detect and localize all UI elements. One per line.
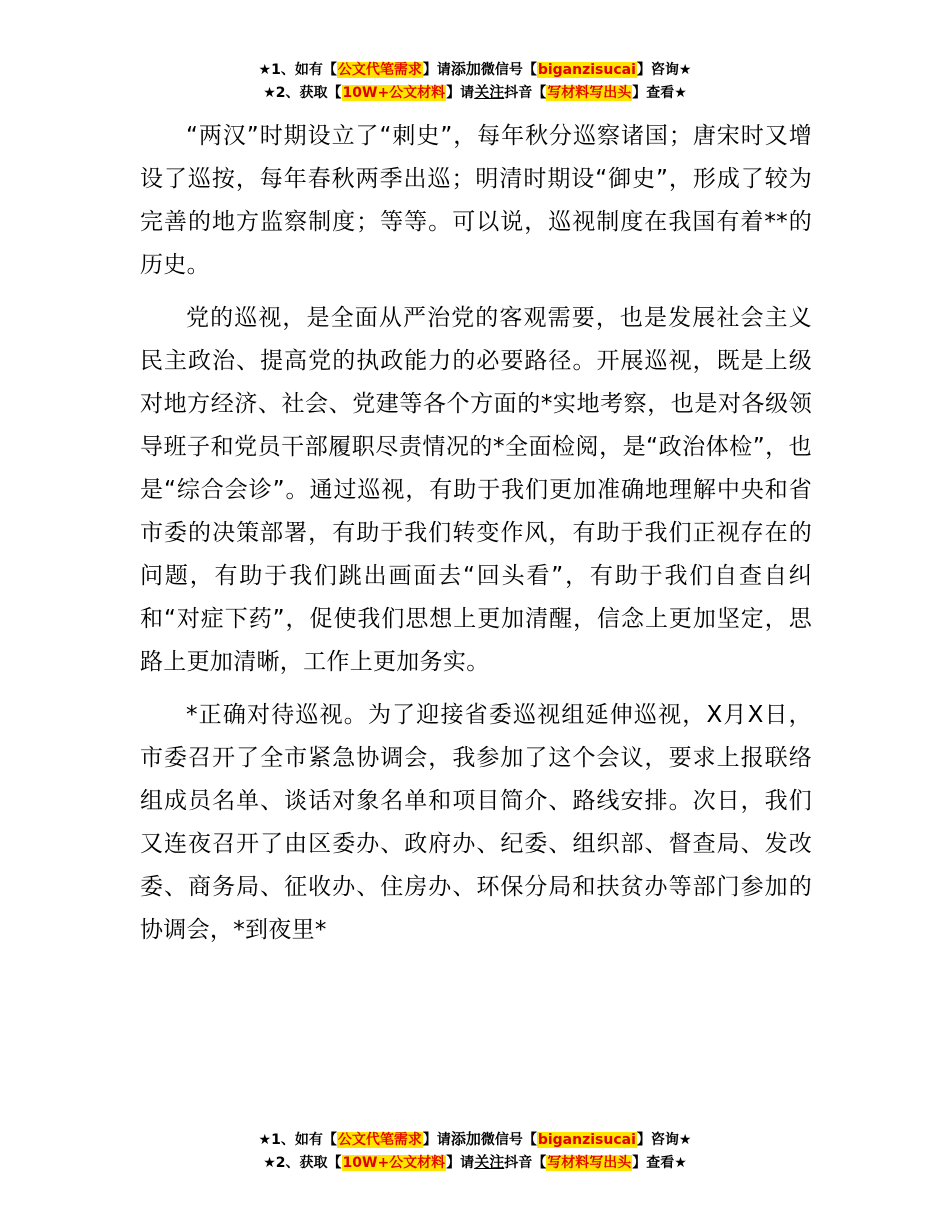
banner-highlight: 10W+公文材料 xyxy=(342,85,446,101)
banner-highlight-douyin: 写材料写出头 xyxy=(547,1155,632,1171)
banner-emphasis: 关注 xyxy=(474,83,505,101)
banner-highlight: 公文代笔需求 xyxy=(337,62,422,78)
banner-text: ★2、获取【 xyxy=(263,85,342,101)
banner-text: 】请 xyxy=(422,1132,451,1148)
banner-text: ★2、获取【 xyxy=(263,1155,342,1171)
banner-highlight: 公文代笔需求 xyxy=(337,1132,422,1148)
banner-text: 】咨询★ xyxy=(636,1132,692,1148)
banner-text: ★1、如有【 xyxy=(258,1132,337,1148)
banner-text: 】咨询★ xyxy=(636,62,692,78)
footer-banner-line-2 xyxy=(0,1151,950,1174)
footer-banner xyxy=(0,1128,950,1174)
banner-text: 抖音【 xyxy=(504,1155,547,1171)
banner-emphasis: 关注 xyxy=(474,1153,505,1171)
banner-emphasis: 添加 xyxy=(450,1130,481,1148)
banner-text: 微信号【 xyxy=(480,62,537,78)
banner-highlight-wechat-id: biganzisucai xyxy=(537,1132,636,1148)
body-paragraph-1: “两汉”时期设立了“刺史”，每年秋分巡察诸国；唐宋时又增设了巡按，每年春秋两季出巡；明清时期设“御史”，形成了较为完善的地方监察制度；等等。可以说，巡视制度在我国有着**的历史。 xyxy=(140,123,812,278)
banner-text: 】请 xyxy=(422,62,451,78)
document-body xyxy=(140,115,812,962)
header-banner-line-2 xyxy=(0,81,950,104)
body-paragraph-3: *正确对待巡视。为了迎接省委巡视组延伸巡视，X月X日，市委召开了全市紧急协调会，我参加了这个会议，要求上报联络组成员名单、谈话对象名单和项目简介、路线安排。次日，我们又连夜召开了由区委办、政府办、纪委、组织部、督查局、发改委、商务局、征收办、住房办、环保分局和扶贫办等部门参加的协调会，*到夜里* xyxy=(140,702,812,943)
body-paragraph-2: 党的巡视，是全面从严治党的客观需要，也是发展社会主义民主政治、提高党的执政能力的必要路径。开展巡视，既是上级对地方经济、社会、党建等各个方面的*实地考察，也是对各级领导班子和党员干部履职尽责情况的*全面检阅，是“政治体检”，也是“综合会诊”。通过巡视，有助于我们更加准确地理解中央和省市委的决策部署，有助于我们转变作风，有助于我们正视存在的问题，有助于我们跳出画面去“回头看”，有助于我们自查自纠和“对症下药”，促使我们思想上更加清醒，信念上更加坚定，思路上更加清晰，工作上更加务实。 xyxy=(140,305,812,675)
header-banner xyxy=(0,58,950,104)
banner-highlight: 10W+公文材料 xyxy=(342,1155,446,1171)
banner-text: 】请 xyxy=(446,85,475,101)
footer-banner-line-1 xyxy=(0,1128,950,1151)
banner-text: 抖音【 xyxy=(504,85,547,101)
header-banner-line-1 xyxy=(0,58,950,81)
banner-text: 】请 xyxy=(446,1155,475,1171)
banner-highlight-douyin: 写材料写出头 xyxy=(547,85,632,101)
banner-text: 微信号【 xyxy=(480,1132,537,1148)
banner-highlight-wechat-id: biganzisucai xyxy=(537,62,636,78)
banner-text: 】查看★ xyxy=(632,85,687,101)
banner-text: 】查看★ xyxy=(632,1155,687,1171)
banner-text: ★1、如有【 xyxy=(258,62,337,78)
banner-emphasis: 添加 xyxy=(450,60,481,78)
